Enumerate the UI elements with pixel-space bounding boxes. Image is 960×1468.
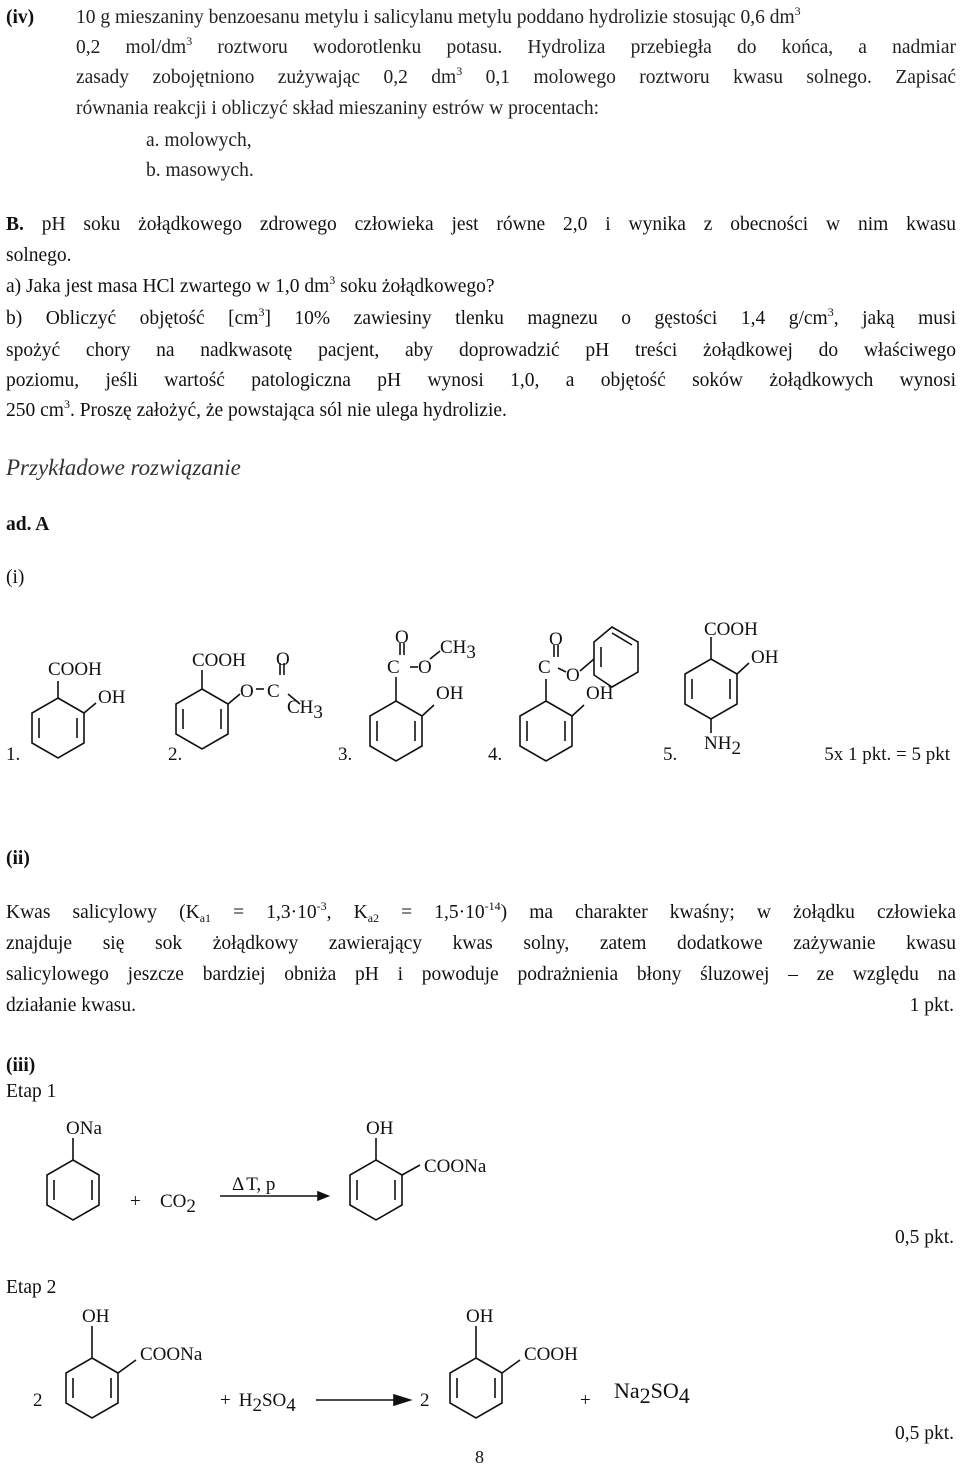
etap2-label: Etap 2 (6, 1277, 57, 1298)
part-ii-line1: Kwas salicylowy ($K_{a1} = 1,3\cdot 10^{-3}$, $K_{a2} = 1,5\cdot 10^{-14}$) ma charakter kwaśny; w żołądku człowieka (6, 899, 956, 925)
reaction-etap1 (0, 1110, 960, 1250)
structure-4-oh: OH (586, 683, 614, 704)
structure-4 (520, 627, 638, 761)
solution-heading: Przykładowe rozwiązanie (6, 455, 241, 480)
etap1-label: Etap 1 (6, 1081, 57, 1102)
section-b-line1: B. pH soku żołądkowego zdrowego człowieka jest równe 2,0 i wynika z obecności w nim kwasu (6, 214, 956, 235)
structure-2-c: C (267, 681, 280, 702)
etap2-coef-right: 2 (420, 1390, 430, 1411)
section-iv-line1: 10 g mieszaniny benzoesanu metylu i salicylanu metylu poddano hydrolizie stosując 0,6 $dm^3$ (76, 4, 801, 28)
etap2-plus-h2so4: + H2SO4 (220, 1390, 296, 1416)
structure-4-c: C (538, 657, 551, 678)
etap1-product-ring (350, 1138, 420, 1220)
etap2-product-oh: OH (466, 1306, 494, 1327)
section-b-question-b-line4: 250 $cm^3$. Proszę założyć, że powstająca sól nie ulega hydrolizie. (6, 397, 507, 421)
structure-1 (32, 681, 96, 758)
structure-2-o-top: O (276, 649, 290, 670)
section-b-question-b-line3: poziomu, jeśli wartość patologiczna pH wynosi 1,0, a objętość soków żołądkowych wynosi (6, 370, 956, 391)
part-iii-score2: 0,5 pkt. (894, 1423, 954, 1444)
structure-3-ch: CH3 (440, 637, 476, 663)
structure-2-number: 2. (168, 744, 183, 765)
structures-i (0, 615, 960, 775)
structure-2-cooh: COOH (192, 650, 246, 671)
section-iv-line2: 0,2 mol/$dm^3$ roztworu wodorotlenku potasu. Hydroliza przebiegła do końca, a nadmiar (76, 34, 956, 58)
structure-5-oh: OH (751, 647, 779, 668)
section-iv-label: (iv) (6, 7, 35, 28)
section-b-question-a: a) Jaka jest masa HCl zwartego w 1,0 $dm^3$ soku żołądkowego? (6, 273, 495, 297)
etap1-ona: ONa (66, 1118, 102, 1139)
etap2-product-cooh: COOH (524, 1344, 578, 1365)
etap2-plus: + (580, 1390, 591, 1411)
etap1-plus: + (130, 1191, 141, 1212)
section-b-question-b-line2: spożyć chory na nadkwasotę pacjent, aby doprowadzić pH treści żołądkowej do właściwego (6, 340, 956, 361)
structure-4-number: 4. (488, 744, 503, 765)
structure-3-c: C (387, 657, 400, 678)
section-b-line2: solnego. (6, 245, 72, 266)
structure-3-number: 3. (338, 744, 353, 765)
part-ii-label: (ii) (6, 848, 30, 869)
structure-5 (685, 637, 749, 733)
structure-3-o-top: O (395, 627, 409, 648)
structure-4-o: O (566, 665, 580, 686)
part-iii-score1: 0,5 pkt. (894, 1227, 954, 1248)
structure-1-oh: OH (98, 687, 126, 708)
reaction-etap2 (0, 1300, 960, 1450)
part-i-label: (i) (6, 567, 25, 588)
section-iv-line3: zasady zobojętniono zużywając 0,2 $dm^3$ 0,1 molowego roztworu kwasu solnego. Zapisać (76, 64, 957, 88)
structure-1-cooh: COOH (48, 659, 102, 680)
section-iv-item-b: b. masowych. (146, 160, 254, 181)
structure-2-ch: CH3 (287, 697, 323, 723)
structure-3-o: O (418, 657, 432, 678)
part-ii-score: 1 pkt. (909, 995, 954, 1016)
structure-3-oh: OH (436, 683, 464, 704)
section-b-question-b-line1: b) Obliczyć objętość $[cm^3]$ 10% zawiesiny tlenku magnezu o gęstości 1,4 $g/cm^3$, jaką musi (6, 305, 956, 329)
structure-4-o-top: O (549, 629, 563, 650)
etap2-reactant-oh: OH (82, 1306, 110, 1327)
part-ii-line3: salicylowego jeszcze bardziej obniża pH i powoduje podrażnienia błony śluzowej – ze względu na (6, 964, 956, 985)
etap1-product-oh: OH (366, 1118, 394, 1139)
etap1-phenoxide-ring (47, 1138, 99, 1220)
structure-5-cooh: COOH (704, 619, 758, 640)
etap1-product-coona: COONa (424, 1156, 487, 1177)
structure-2-o: O (240, 681, 254, 702)
structure-2 (176, 663, 300, 749)
part-iii-label: (iii) (6, 1055, 36, 1076)
etap2-reactant-ring (66, 1326, 136, 1418)
etap2-na2so4: Na2SO4 (614, 1378, 690, 1408)
etap1-conditions: Δ T, p (232, 1174, 276, 1195)
part-ii-line4: działanie kwasu. (6, 995, 136, 1016)
part-ii-line2: znajduje się sok żołądkowy zawierający kwas solny, zatem dodatkowe zażywanie kwasu (6, 933, 956, 954)
ad-a-label: ad. A (6, 514, 50, 535)
structure-5-nh2: NH2 (704, 733, 741, 759)
page-number: 8 (475, 1447, 484, 1467)
part-i-score: 5x 1 pkt. = 5 pkt (824, 744, 950, 765)
structure-1-number: 1. (6, 744, 21, 765)
etap2-coef-left: 2 (33, 1390, 43, 1411)
section-iv-item-a: a. molowych, (146, 130, 252, 151)
structure-5-number: 5. (663, 744, 678, 765)
etap2-arrow (316, 1395, 410, 1405)
etap1-co2: CO2 (160, 1191, 196, 1217)
section-iv-line4: równania reakcji i obliczyć skład mieszaniny estrów w procentach: (76, 98, 600, 119)
etap2-reactant-coona: COONa (140, 1344, 203, 1365)
etap2-product-ring (450, 1326, 520, 1418)
